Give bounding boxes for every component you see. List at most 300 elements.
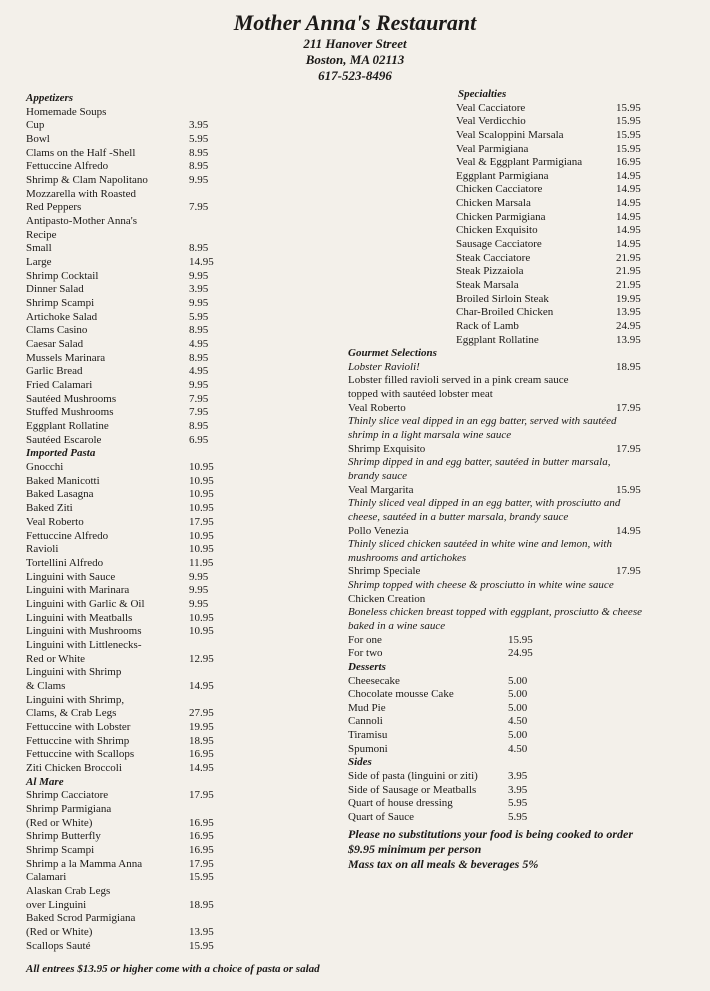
section-heading-label: Appetizers xyxy=(26,92,74,104)
menu-item xyxy=(26,406,266,420)
menu-item xyxy=(348,156,678,170)
menu-header xyxy=(0,10,710,84)
section-heading-label: Desserts xyxy=(348,660,386,673)
menu-item-price: 14.95 xyxy=(616,524,641,537)
menu-item-price: 17.95 xyxy=(616,442,641,455)
menu-item-name: Ravioli xyxy=(26,543,59,556)
menu-item-text xyxy=(348,374,678,388)
menu-item-name: Baked Manicotti xyxy=(26,474,100,487)
menu-item-name: Shrimp a la Mamma Anna xyxy=(26,857,143,870)
menu-item xyxy=(348,143,678,157)
description-text: Thinly sliced veal dipped in an egg batter, with prosciutto and xyxy=(348,497,621,510)
section-heading-imported-pasta xyxy=(26,447,266,461)
menu-item-name: Recipe xyxy=(26,228,57,241)
menu-item-price: 15.95 xyxy=(616,128,641,141)
plain-text: topped with sautéed lobster meat xyxy=(348,388,493,401)
menu-item xyxy=(348,634,678,648)
menu-item-name: Sautéed Mushrooms xyxy=(26,392,117,405)
menu-item xyxy=(348,306,678,320)
menu-item-price: 15.95 xyxy=(189,871,214,884)
menu-item-name: Baked Scrod Parmigiana xyxy=(26,912,136,925)
menu-item xyxy=(26,666,266,680)
menu-item-price: 14.95 xyxy=(616,238,641,251)
description-text: Shrimp topped with cheese & prosciutto in white wine sauce xyxy=(348,579,614,592)
menu-item-price: 5.95 xyxy=(189,310,209,323)
plain-text: Chicken Creation xyxy=(348,592,426,605)
menu-item-name: Shrimp Exquisito xyxy=(348,442,426,455)
menu-item-price: 13.95 xyxy=(616,306,641,319)
menu-item xyxy=(26,283,266,297)
section-heading-appetizers xyxy=(26,92,266,106)
menu-item xyxy=(348,102,678,116)
menu-item-price: 7.95 xyxy=(189,406,209,419)
menu-item-name: Red Peppers xyxy=(26,201,82,214)
menu-item xyxy=(26,201,266,215)
menu-item-price: 18.95 xyxy=(189,898,214,911)
menu-item-price: 21.95 xyxy=(616,265,641,278)
menu-item-price: 9.95 xyxy=(189,379,209,392)
menu-item xyxy=(348,484,678,498)
menu-item-price: 5.00 xyxy=(508,674,528,687)
menu-item xyxy=(348,170,678,184)
menu-item-name: Caesar Salad xyxy=(26,338,84,351)
menu-item-price: 14.95 xyxy=(616,224,641,237)
menu-item-name: Small xyxy=(26,242,52,255)
menu-item-price: 19.95 xyxy=(189,720,214,733)
policy-note: Please no substitutions your food is being cooked to order xyxy=(348,826,634,841)
menu-item-name: (Red or White) xyxy=(26,816,93,829)
menu-item xyxy=(26,789,266,803)
menu-item-name: Alaskan Crab Legs xyxy=(26,884,111,897)
menu-item-name: Linguini with Mushrooms xyxy=(26,625,142,638)
menu-item-price: 15.95 xyxy=(616,483,641,496)
policy-note: $9.95 minimum per person xyxy=(348,841,482,856)
menu-item-description xyxy=(348,511,678,525)
menu-item xyxy=(348,211,678,225)
menu-item-name: Shrimp Parmigiana xyxy=(26,802,112,815)
menu-item-price: 16.95 xyxy=(189,830,214,843)
restaurant-name: Mother Anna's Restaurant xyxy=(233,10,477,35)
menu-item-name: For one xyxy=(348,633,382,646)
menu-item-name: Shrimp Cacciatore xyxy=(26,789,109,802)
menu-item-price: 8.95 xyxy=(189,324,209,337)
menu-item-description xyxy=(348,456,678,470)
menu-item-name: (Red or White) xyxy=(26,925,93,938)
menu-item xyxy=(26,311,266,325)
menu-item xyxy=(26,625,266,639)
menu-item xyxy=(26,461,266,475)
menu-item-name: Linguini with Littlenecks- xyxy=(26,638,142,651)
street-address: 211 Hanover Street xyxy=(303,36,407,51)
menu-item-price: 8.95 xyxy=(189,420,209,433)
menu-item xyxy=(348,129,678,143)
menu-item xyxy=(26,940,266,954)
menu-item xyxy=(26,926,266,940)
menu-item xyxy=(348,402,678,416)
menu-item-text xyxy=(348,388,678,402)
right-column xyxy=(348,88,678,872)
menu-item xyxy=(348,224,678,238)
menu-item-name: Quart of house dressing xyxy=(348,797,453,810)
menu-item xyxy=(26,680,266,694)
menu-item-name: Gnocchi xyxy=(26,461,64,474)
menu-item-name: Mud Pie xyxy=(348,701,386,714)
menu-item-name: Shrimp Speciale xyxy=(348,565,421,578)
menu-item-description xyxy=(348,552,678,566)
menu-item-name: Linguini with Sauce xyxy=(26,570,116,583)
menu-item-price: 8.95 xyxy=(189,242,209,255)
menu-item-price: 3.95 xyxy=(189,283,209,296)
section-heading-desserts xyxy=(348,661,678,675)
description-text: Shrimp dipped in and egg batter, sautéed in butter marsala, xyxy=(348,456,611,469)
menu-item-name: Rack of Lamb xyxy=(456,319,519,332)
menu-item xyxy=(26,639,266,653)
menu-item xyxy=(26,653,266,667)
menu-item-price: 24.95 xyxy=(508,647,533,660)
menu-item xyxy=(348,675,678,689)
menu-item-description xyxy=(348,579,678,593)
section-heading-gourmet-selections xyxy=(348,347,678,361)
menu-item xyxy=(26,803,266,817)
menu-item xyxy=(348,293,678,307)
description-text: brandy sauce xyxy=(348,469,407,482)
menu-item-name: Char-Broiled Chicken xyxy=(456,306,554,319)
menu-item-description xyxy=(348,429,678,443)
menu-item-description xyxy=(348,497,678,511)
menu-item-name: Shrimp Scampi xyxy=(26,297,95,310)
menu-item-price: 14.95 xyxy=(616,197,641,210)
menu-item-name: Fettuccine Alfredo xyxy=(26,529,109,542)
menu-item xyxy=(26,707,266,721)
menu-item-price: 13.95 xyxy=(189,925,214,938)
menu-item-price: 4.95 xyxy=(189,338,209,351)
menu-item xyxy=(26,598,266,612)
menu-item-name: Tiramisu xyxy=(348,729,388,742)
notes-section xyxy=(348,827,678,872)
menu-item xyxy=(26,256,266,270)
menu-item-price: 10.95 xyxy=(189,529,214,542)
menu-item xyxy=(348,525,678,539)
menu-item-price: 14.95 xyxy=(189,679,214,692)
menu-item-name: Eggplant Parmigiana xyxy=(456,169,549,182)
menu-item-name: Steak Cacciatore xyxy=(456,251,531,264)
section-heading-al-mare xyxy=(26,776,266,790)
menu-item xyxy=(26,365,266,379)
menu-item xyxy=(26,119,266,133)
menu-item-name: Chicken Exquisito xyxy=(456,224,538,237)
menu-item xyxy=(26,174,266,188)
menu-item xyxy=(348,279,678,293)
menu-item-price: 21.95 xyxy=(616,251,641,264)
menu-item-price: 14.95 xyxy=(616,183,641,196)
menu-item-price: 15.95 xyxy=(616,115,641,128)
menu-item-name: Large xyxy=(26,256,52,269)
menu-item-name: Baked Ziti xyxy=(26,502,73,515)
menu-item-price: 24.95 xyxy=(616,319,641,332)
menu-item-name: Red or White xyxy=(26,652,86,665)
menu-item-name: For two xyxy=(348,647,383,660)
menu-item xyxy=(26,858,266,872)
menu-item-price: 12.95 xyxy=(189,652,214,665)
menu-item-price: 16.95 xyxy=(189,843,214,856)
menu-item-name: Veal Cacciatore xyxy=(456,101,526,114)
menu-item xyxy=(26,324,266,338)
menu-item xyxy=(26,612,266,626)
menu-item-name: Spumoni xyxy=(348,742,388,755)
menu-item-price: 3.95 xyxy=(508,770,528,783)
menu-item-price: 6.95 xyxy=(189,433,209,446)
section-heading-specialties xyxy=(348,88,678,102)
menu-item-price: 21.95 xyxy=(616,278,641,291)
menu-item xyxy=(26,885,266,899)
menu-item-name: Calamari xyxy=(26,871,67,884)
menu-item-price: 9.95 xyxy=(189,584,209,597)
menu-item-name: Clams Casino xyxy=(26,324,88,337)
menu-item-price: 18.95 xyxy=(189,734,214,747)
menu-item-price: 15.95 xyxy=(508,633,533,646)
menu-item xyxy=(26,147,266,161)
menu-item-name: Dinner Salad xyxy=(26,283,84,296)
menu-item-name: Clams on the Half -Shell xyxy=(26,146,136,159)
menu-item-name: Veal Margarita xyxy=(348,483,414,496)
menu-item-name: Veal & Eggplant Parmigiana xyxy=(456,156,583,169)
description-text: baked in a wine sauce xyxy=(348,619,446,632)
menu-item-price: 10.95 xyxy=(189,502,214,515)
menu-item-price: 4.95 xyxy=(189,365,209,378)
menu-item-price: 13.95 xyxy=(616,333,641,346)
desserts-sides-section xyxy=(348,634,678,825)
menu-item-price: 3.95 xyxy=(508,783,528,796)
menu-item-description xyxy=(348,415,678,429)
menu-item-price: 9.95 xyxy=(189,570,209,583)
menu-item-name: Broiled Sirloin Steak xyxy=(456,292,549,305)
menu-item-name: Eggplant Rollatine xyxy=(456,333,539,346)
menu-item-price: 8.95 xyxy=(189,146,209,159)
menu-item-price: 8.95 xyxy=(189,351,209,364)
description-text: mushrooms and artichokes xyxy=(348,551,467,564)
gourmet-section xyxy=(348,347,678,633)
menu-item-name: Veal Parmigiana xyxy=(456,142,529,155)
menu-item xyxy=(26,871,266,885)
description-text: Thinly sliced chicken sautéed in white wine and lemon, with xyxy=(348,538,612,551)
menu-item xyxy=(26,735,266,749)
specialties-section xyxy=(348,88,678,347)
menu-item xyxy=(26,133,266,147)
menu-item xyxy=(26,557,266,571)
menu-item-name: Shrimp & Clam Napolitano xyxy=(26,174,148,187)
description-text: cheese, sautéed in a butter marsala, brandy sauce xyxy=(348,510,569,523)
menu-item-description xyxy=(348,606,678,620)
menu-item-price: 9.95 xyxy=(189,269,209,282)
menu-item xyxy=(348,743,678,757)
menu-item-price: 10.95 xyxy=(189,625,214,638)
menu-item-name: Baked Lasagna xyxy=(26,488,94,501)
menu-item xyxy=(348,688,678,702)
menu-item xyxy=(26,188,266,202)
menu-item xyxy=(26,912,266,926)
menu-item-name: Homemade Soups xyxy=(26,105,107,118)
section-heading-label: Imported Pasta xyxy=(26,447,96,460)
menu-item xyxy=(348,647,678,661)
menu-item xyxy=(348,784,678,798)
menu-item xyxy=(348,265,678,279)
menu-item xyxy=(26,297,266,311)
menu-item xyxy=(348,334,678,348)
menu-item-name: Cup xyxy=(26,119,45,132)
menu-item xyxy=(348,183,678,197)
menu-item-name: Mozzarella with Roasted xyxy=(26,187,136,200)
menu-item-price: 5.00 xyxy=(508,688,528,701)
menu-item-name: Side of pasta (linguini or ziti) xyxy=(348,770,478,783)
city-state-zip: Boston, MA 02113 xyxy=(305,52,405,67)
footer-note: All entrees $13.95 or higher come with a choice of pasta or salad xyxy=(26,963,320,975)
menu-item-price: 9.95 xyxy=(189,597,209,610)
menu-item xyxy=(26,379,266,393)
phone-number: 617-523-8496 xyxy=(318,68,392,83)
menu-item-price: 15.95 xyxy=(616,142,641,155)
menu-item-name: Mussels Marinara xyxy=(26,351,106,364)
menu-item-name: Linguini with Marinara xyxy=(26,584,130,597)
menu-item-price: 17.95 xyxy=(616,565,641,578)
menu-item-price: 8.95 xyxy=(189,160,209,173)
menu-item xyxy=(26,393,266,407)
menu-item-name: Veal Roberto xyxy=(348,401,406,414)
menu-item xyxy=(26,488,266,502)
description-text: Boneless chicken breast topped with eggplant, prosciutto & cheese xyxy=(348,606,642,619)
menu-item-name: Linguini with Shrimp, xyxy=(26,693,125,706)
menu-item-name: Quart of Sauce xyxy=(348,810,414,823)
menu-item-name: Chicken Cacciatore xyxy=(456,183,543,196)
menu-item xyxy=(26,352,266,366)
menu-item-text xyxy=(348,593,678,607)
menu-item xyxy=(348,797,678,811)
left-column xyxy=(26,92,266,953)
menu-item xyxy=(26,830,266,844)
menu-item xyxy=(26,160,266,174)
description-text: shrimp in a light marsala wine sauce xyxy=(348,429,512,442)
menu-item-price: 17.95 xyxy=(189,515,214,528)
menu-item-name: Antipasto-Mother Anna's xyxy=(26,215,138,228)
menu-item-price: 5.00 xyxy=(508,701,528,714)
menu-item-price: 27.95 xyxy=(189,707,214,720)
menu-item-name: Tortellini Alfredo xyxy=(26,556,104,569)
menu-item-price: 11.95 xyxy=(189,556,214,569)
menu-item-name: Fettuccine with Scallops xyxy=(26,748,135,761)
menu-item xyxy=(26,434,266,448)
menu-item xyxy=(26,270,266,284)
menu-item-name: Steak Marsala xyxy=(456,278,519,291)
menu-item xyxy=(348,238,678,252)
menu-item-name: Artichoke Salad xyxy=(26,310,98,323)
menu-item-price: 10.95 xyxy=(189,611,214,624)
menu-item xyxy=(26,516,266,530)
menu-item-price: 5.95 xyxy=(189,133,209,146)
menu-item-description xyxy=(348,470,678,484)
menu-item xyxy=(26,584,266,598)
menu-item xyxy=(26,748,266,762)
menu-item-name: Shrimp Cocktail xyxy=(26,269,99,282)
menu-item-name: Sautéed Escarole xyxy=(26,433,102,446)
menu-item-price: 3.95 xyxy=(189,119,209,132)
menu-item xyxy=(348,770,678,784)
plain-text: Lobster filled ravioli served in a pink cream sauce xyxy=(348,374,569,387)
menu-item xyxy=(26,242,266,256)
menu-item xyxy=(348,729,678,743)
menu-item-name: Stuffed Mushrooms xyxy=(26,406,114,419)
menu-item xyxy=(348,320,678,334)
menu-item xyxy=(26,721,266,735)
menu-item xyxy=(348,361,678,375)
menu-item-name: Steak Pizzaiola xyxy=(456,265,524,278)
menu-item xyxy=(348,702,678,716)
menu-item-price: 7.95 xyxy=(189,392,209,405)
menu-item xyxy=(26,530,266,544)
section-heading-sides xyxy=(348,756,678,770)
section-heading-label: Sides xyxy=(348,756,372,769)
menu-item-name: Shrimp Butterfly xyxy=(26,830,101,843)
menu-item-price: 14.95 xyxy=(189,761,214,774)
menu-item-name: Linguini with Garlic & Oil xyxy=(26,597,145,610)
menu-item xyxy=(348,443,678,457)
menu-item-price: 15.95 xyxy=(189,939,214,952)
policy-note: Mass tax on all meals & beverages 5% xyxy=(348,856,539,871)
menu-item-price: 10.95 xyxy=(189,488,214,501)
menu-item-name: Cannoli xyxy=(348,715,383,728)
menu-item-price: 10.95 xyxy=(189,461,214,474)
menu-item-price: 17.95 xyxy=(189,857,214,870)
menu-item xyxy=(26,338,266,352)
menu-item xyxy=(26,899,266,913)
menu-item-price: 10.95 xyxy=(189,543,214,556)
menu-item xyxy=(348,811,678,825)
section-heading-label: Al Mare xyxy=(26,775,64,788)
menu-item-name: Scallops Sauté xyxy=(26,939,91,952)
menu-item-name: Bowl xyxy=(26,133,50,146)
menu-item-price: 16.95 xyxy=(189,816,214,829)
menu-item-description xyxy=(348,538,678,552)
menu-item-name: Clams, & Crab Legs xyxy=(26,707,117,720)
menu-item-price: 9.95 xyxy=(189,297,209,310)
menu-item xyxy=(348,252,678,266)
menu-item-name: Veal Scaloppini Marsala xyxy=(456,128,564,141)
menu-item-name: Fried Calamari xyxy=(26,379,93,392)
menu-item-price: 5.95 xyxy=(508,810,528,823)
menu-item-name: Chocolate mousse Cake xyxy=(348,688,454,701)
section-heading-label: Gourmet Selections xyxy=(348,347,437,360)
menu-item xyxy=(26,762,266,776)
menu-item-name: Sausage Cacciatore xyxy=(456,238,542,251)
menu-item-name: Shrimp Scampi xyxy=(26,843,95,856)
menu-item xyxy=(26,215,266,229)
menu-item xyxy=(348,197,678,211)
menu-item-price: 4.50 xyxy=(508,742,528,755)
menu-item xyxy=(26,229,266,243)
menu-item-name: Side of Sausage or Meatballs xyxy=(348,783,477,796)
menu-item xyxy=(26,543,266,557)
menu-item xyxy=(348,715,678,729)
menu-item-name: Fettuccine with Lobster xyxy=(26,720,131,733)
menu-item-name: & Clams xyxy=(26,679,66,692)
menu-item-price: 4.50 xyxy=(508,715,528,728)
menu-item-name: Fettuccine Alfredo xyxy=(26,160,109,173)
section-heading-label: Specialties xyxy=(458,88,507,100)
menu-item-price: 18.95 xyxy=(616,360,641,373)
menu-item-name: Cheesecake xyxy=(348,674,400,687)
menu-item-price: 5.95 xyxy=(508,797,528,810)
menu-item-name: Ziti Chicken Broccoli xyxy=(26,761,122,774)
menu-item-price: 10.95 xyxy=(189,474,214,487)
menu-item xyxy=(348,115,678,129)
